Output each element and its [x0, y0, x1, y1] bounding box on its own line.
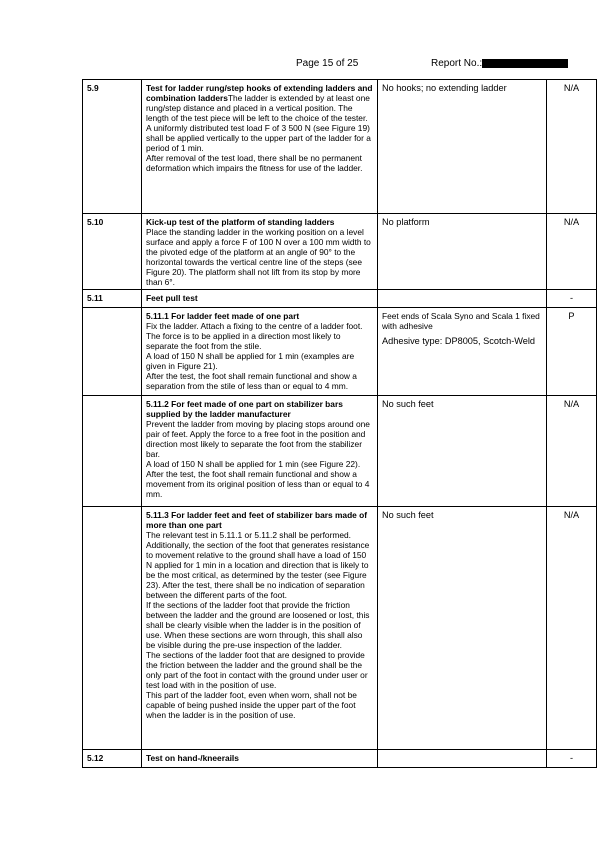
requirement-title: Test on hand-/kneerails — [146, 753, 239, 763]
table-row — [83, 308, 597, 396]
clause-number: 5.10 — [83, 214, 142, 290]
requirement-title: 5.11.3 For ladder feet and feet of stabilizer bars made of more than one part — [146, 510, 368, 530]
verdict-cell: N/A — [547, 80, 597, 214]
result-text: Adhesive type: DP8005, Scotch-Weld — [382, 336, 536, 346]
result-text: No hooks; no extending ladder — [382, 83, 507, 93]
requirement-text — [146, 93, 371, 173]
page-number: Page 15 of 25 — [296, 58, 359, 69]
clause-number — [83, 396, 142, 507]
verdict-cell: - — [547, 750, 597, 768]
result-cell — [378, 507, 547, 750]
requirement-cell — [142, 214, 378, 290]
requirement-cell — [142, 308, 378, 396]
table-row — [83, 396, 597, 507]
clause-number — [83, 308, 142, 396]
requirement-cell — [142, 750, 378, 768]
result-cell — [378, 308, 547, 396]
requirement-text: Place the standing ladder in the working position on a level surface and apply a force F of 100 N over a 100 mm width to the pivoted edge of the platform at an angle of 90° to the horizontal towards the vertical centre line of the steps (see Figure 20). The platform shall not lift from its stop by more than 6°. — [146, 227, 371, 287]
result-cell — [378, 290, 547, 308]
verdict-cell: N/A — [547, 507, 597, 750]
report-number-label: Report No.: — [431, 58, 483, 69]
result-text: No such feet — [382, 399, 434, 409]
requirement-cell — [142, 507, 378, 750]
result-text: Feet ends of Scala Syno and Scala 1 fixed with adhesive — [382, 311, 540, 331]
table-row — [83, 750, 597, 768]
requirement-text-lines: The ladder is extended by at least one rung/step distance and placed in a vertical position. The length of the test piece will be left to the choice of the tester. A uniformly distributed test load F of 3 500 N (see Figure 19) shall be applied vertically to the upper part of the ladder for a period of 1 min. After removal of the test load, there shall be no permanent deformation which impairs the fitness for use of the ladder. — [146, 93, 371, 173]
requirement-text: The relevant test in 5.11.1 or 5.11.2 shall be performed. Additionally, the section of the foot that generates resistance to movement relative to the ground shall have a load of 150 N applied for 1 min in a location and direction that is likely to be the most critical, as determined by the tester (see Figure 23). After the test, there shall be no indication of separation between the different parts of the foot. If the sections of the ladder foot that provide the friction between the ladder and the ground are loosened or lost, this shall be clearly visible when the ladder is in the position of use. When these sections are worn through, this shall also be visible during the pre-use inspection of the ladder. The sections of the ladder foot that are designed to provide the friction between the ladder and the ground shall be the only part of the foot in contact with the ground under user or test load with in the position of use. This part of the ladder foot, even when worn, shall not be capable of being pushed inside the upper part of the foot when the ladder is in the position of use. — [146, 530, 370, 720]
requirement-title: 5.11.1 For ladder feet made of one part — [146, 311, 300, 321]
verdict-cell: N/A — [547, 214, 597, 290]
clause-number: 5.11 — [83, 290, 142, 308]
table-row — [83, 290, 597, 308]
result-cell — [378, 214, 547, 290]
clause-number — [83, 507, 142, 750]
clause-number: 5.9 — [83, 80, 142, 214]
table-row — [83, 80, 597, 214]
requirement-title: 5.11.2 For feet made of one part on stabilizer bars supplied by the ladder manufacturer — [146, 399, 343, 419]
test-results-table — [82, 79, 597, 768]
verdict-cell: P — [547, 308, 597, 396]
clause-number: 5.12 — [83, 750, 142, 768]
requirement-cell — [142, 290, 378, 308]
result-cell — [378, 396, 547, 507]
result-cell — [378, 750, 547, 768]
result-text: No platform — [382, 217, 430, 227]
requirement-text: Fix the ladder. Attach a fixing to the centre of a ladder foot. The force is to be applied in a direction most likely to separate the foot from the stile. A load of 150 N shall be applied for 1 min (examples are given in Figure 21). After the test, the foot shall remain functional and show a separation from the stile of less than or equal to 4 mm. — [146, 321, 363, 391]
result-cell — [378, 80, 547, 214]
table-row — [83, 507, 597, 750]
requirement-title: Kick-up test of the platform of standing ladders — [146, 217, 335, 227]
requirement-title: Test for ladder rung/step hooks of extending ladders and combination ladders — [146, 83, 373, 103]
table-row — [83, 214, 597, 290]
result-text: No such feet — [382, 510, 434, 520]
requirement-cell — [142, 396, 378, 507]
redacted-report-number — [482, 59, 568, 68]
verdict-cell: N/A — [547, 396, 597, 507]
requirement-cell — [142, 80, 378, 214]
requirement-title: Feet pull test — [146, 293, 198, 303]
page-header — [0, 58, 600, 72]
requirement-text: Prevent the ladder from moving by placing stops around one pair of feet. Apply the force to a free foot in the position and direction most likely to separate the foot from the stabilizer bar. A load of 150 N shall be applied for 1 min (see Figure 22). After the test, the foot shall remain functional and show a movement from its original position of less than or equal to 4 mm. — [146, 419, 370, 499]
verdict-cell: - — [547, 290, 597, 308]
